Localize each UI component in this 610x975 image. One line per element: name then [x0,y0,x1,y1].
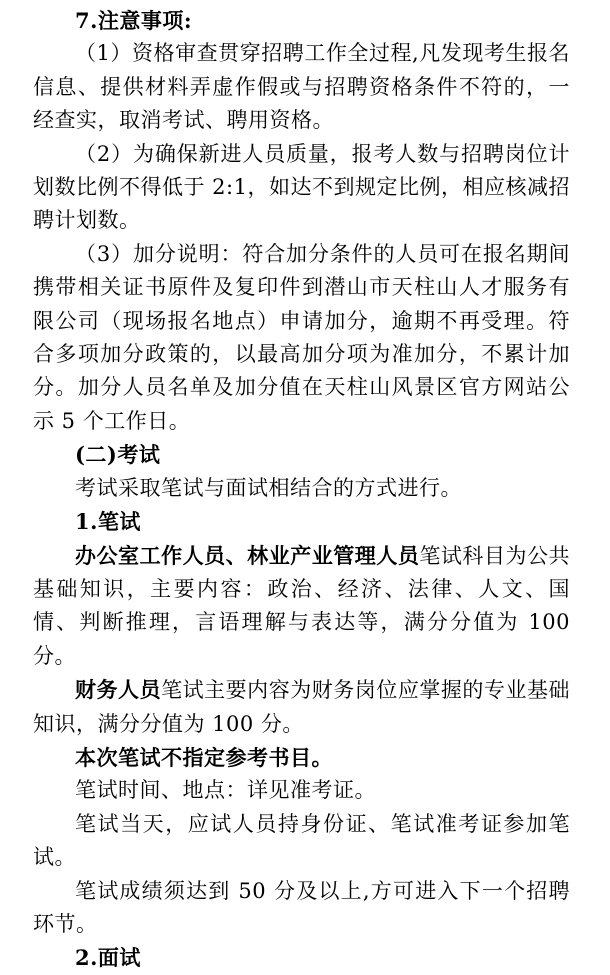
heading-notes: 7.注意事项: [75,8,193,33]
paragraph-test-day-requirements: 笔试当天，应试人员持身份证、笔试准考证参加笔试。 [33,811,570,870]
run-finance-positions: 财务人员 [75,677,162,703]
heading-interview: 2.面试 [75,945,141,971]
paragraph-exam-method: 考试采取笔试与面试相结合的方式进行。 [75,475,462,500]
heading-no-reference-books: 本次笔试不指定参考书目。 [75,744,333,770]
run-office-forestry-positions: 办公室工作人员、林业产业管理人员 [75,542,420,568]
paragraph-office-forestry-test [33,539,570,674]
paragraph-ratio-requirement: （2）为确保新进人员质量，报考人数与招聘岗位计划数比例不得低于 2:1，如达不到规定比例，相应核减招聘计划数。 [33,141,570,233]
paragraph-qualification-review: （1）资格审查贯穿招聘工作全过程,凡发现考生报名信息、提供材料弄虚作假或与招聘资格条件不符的，一经查实，取消考试、聘用资格。 [33,41,570,133]
run-office-forestry-test-content: 笔试科目为公共基础知识，主要内容：政治、经济、法律、人文、国情、判断推理，言语理解与表达等，满分分值为 100 分。 [33,543,571,668]
run-finance-test-content: 笔试主要内容为财务岗位应掌握的专业基础知识，满分分值为 100 分。 [33,678,571,736]
paragraph-test-time-location: 笔试时间、地点：详见准考证。 [75,778,376,803]
paragraph-finance-test [33,673,570,741]
paragraph-bonus-points: （3）加分说明：符合加分条件的人员可在报名期间携带相关证书原件及复印件到潜山市天柱山人才服务有限公司（现场报名地点）申请加分，逾期不再受理。符合多项加分政策的，以最高加分项为准加分，不累计加分。加分人员名单及加分值在天柱山风景区官方网站公示 5 个工作日。 [33,241,570,433]
heading-exam-section: (二)考试 [75,442,161,468]
paragraph-passing-score: 笔试成绩须达到 50 分及以上,方可进入下一个招聘环节。 [33,878,570,936]
heading-written-test: 1.笔试 [75,509,141,535]
